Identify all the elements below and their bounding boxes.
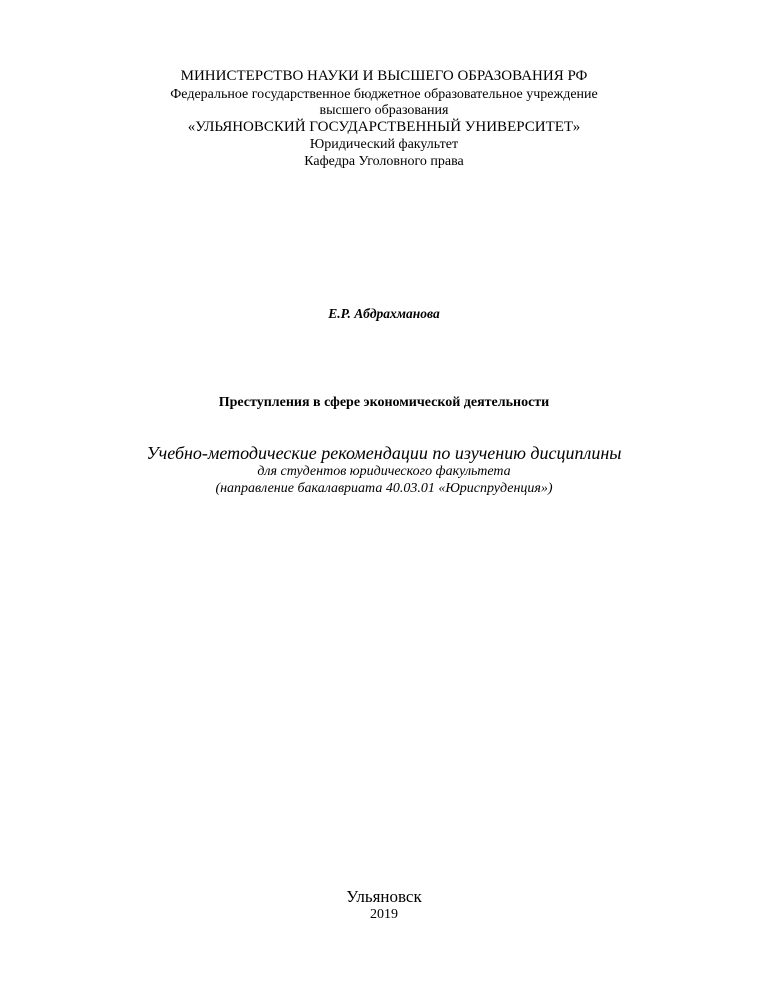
faculty-name: Юридический факультет (309, 137, 459, 152)
subtitle-main: Учебно-методические рекомендации по изучению дисциплины (146, 443, 622, 463)
subtitle-program: (направление бакалавриата 40.03.01 «Юриспруденция») (215, 481, 553, 496)
ministry-line: МИНИСТЕРСТВО НАУКИ И ВЫСШЕГО ОБРАЗОВАНИЯ РФ (180, 68, 588, 84)
institution-type-line-1: Федеральное государственное бюджетное образовательное учреждение (170, 87, 598, 102)
publication-year: 2019 (370, 907, 398, 922)
publication-city: Ульяновск (346, 887, 422, 906)
subtitle-audience: для студентов юридического факультета (257, 464, 511, 479)
document-title: Преступления в сфере экономической деятельности (218, 395, 550, 410)
institution-type-line-2: высшего образования (319, 103, 449, 118)
author-name: Е.Р. Абдрахманова (328, 306, 440, 321)
department-name: Кафедра Уголовного права (304, 154, 464, 169)
university-name: «УЛЬЯНОВСКИЙ ГОСУДАРСТВЕННЫЙ УНИВЕРСИТЕТ» (187, 119, 581, 135)
